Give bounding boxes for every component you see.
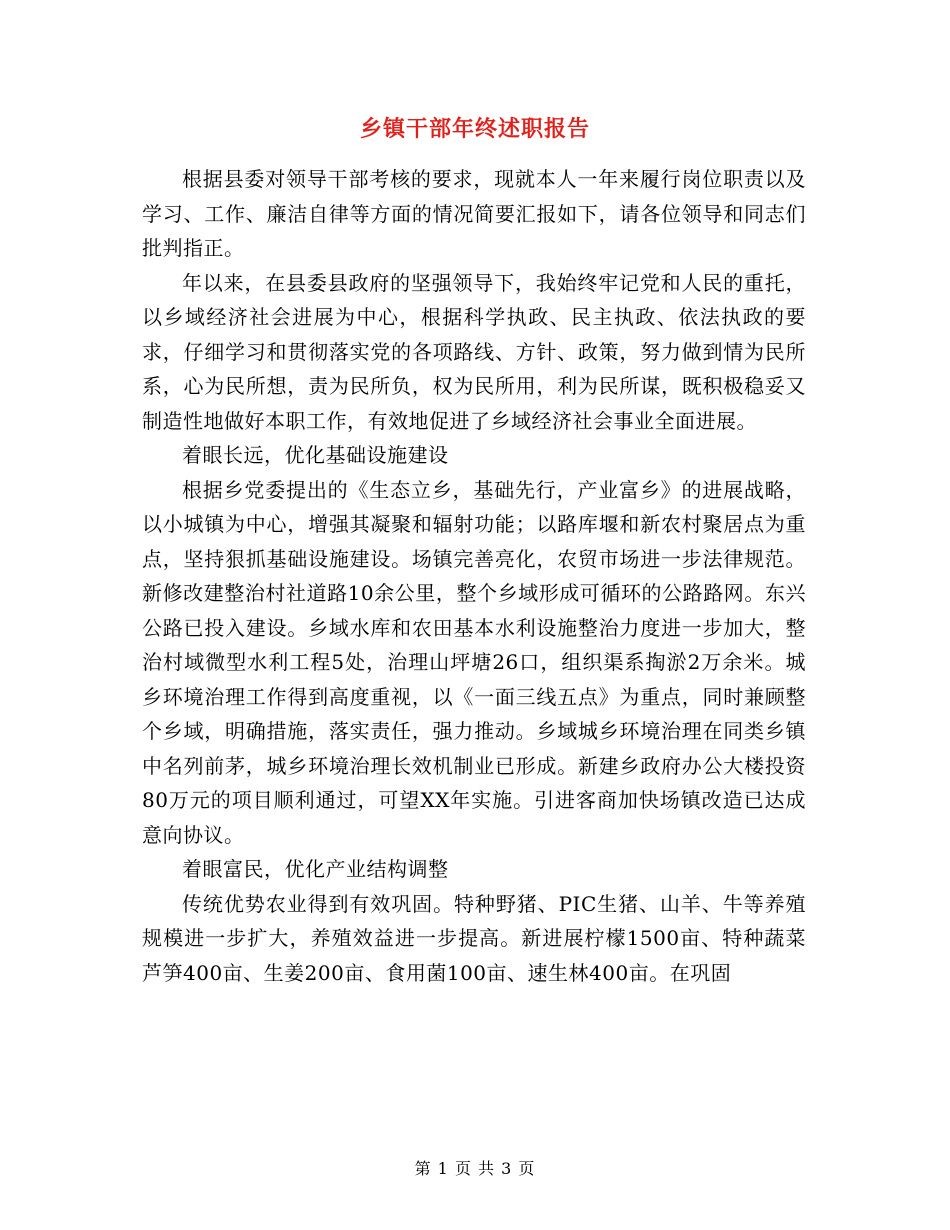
section-heading-infrastructure: 着眼长远，优化基础设施建设 [182,443,449,467]
paragraph-overview: 年以来，在县委县政府的坚强领导下，我始终牢记党和人民的重托，以乡域经济社会进展为中心，根据科学执政、民主执政、依法执政的要求，仔细学习和贯彻落实党的各项路线、方针、政策，努力做到情为民所系，心为民所想，责为民所负，权为民所用，利为民所谋，既积极稳妥又制造性地做好本职工作，有效地促进了乡域经济社会事业全面进展。 [142,270,806,433]
document-title: 乡镇干部年终述职报告 [359,116,590,142]
document-body [142,162,806,990]
section-heading-industry: 着眼富民，优化产业结构调整 [182,857,449,881]
page-number-footer: 第 1 页 共 3 页 [414,1159,536,1178]
paragraph-intro: 根据县委对领导干部考核的要求，现就本人一年来履行岗位职责以及学习、工作、廉洁自律等方面的情况简要汇报如下，请各位领导和同志们批判指正。 [142,167,806,260]
paragraph-infrastructure: 根据乡党委提出的《生态立乡，基础先行，产业富乡》的进展战略，以小城镇为中心，增强其凝聚和辐射功能；以路库堰和新农村聚居点为重点，坚持狠抓基础设施建设。场镇完善亮化，农贸市场进一步法律规范。新修改建整治村社道路10余公里，整个乡域形成可循环的公路路网。东兴公路已投入建设。乡域水库和农田基本水利设施整治力度进一步加大，整治村域微型水利工程5处，治理山坪塘26口，组织渠系掏淤2万余米。城乡环境治理工作得到高度重视，以《一面三线五点》为重点，同时兼顾整个乡域，明确措施，落实责任，强力推动。乡域城乡环境治理在同类乡镇中名列前茅，城乡环境治理长效机制业已形成。新建乡政府办公大楼投资80万元的项目顺利通过，可望XX年实施。引进客商加快场镇改造已达成意向协议。 [142,477,806,847]
paragraph-industry: 传统优势农业得到有效巩固。特种野猪、PIC生猪、山羊、牛等养殖规模进一步扩大，养殖效益进一步提高。新进展柠檬1500亩、特种蔬菜芦笋400亩、生姜200亩、食用菌100亩、速生林400亩。在巩固 [142,891,806,985]
